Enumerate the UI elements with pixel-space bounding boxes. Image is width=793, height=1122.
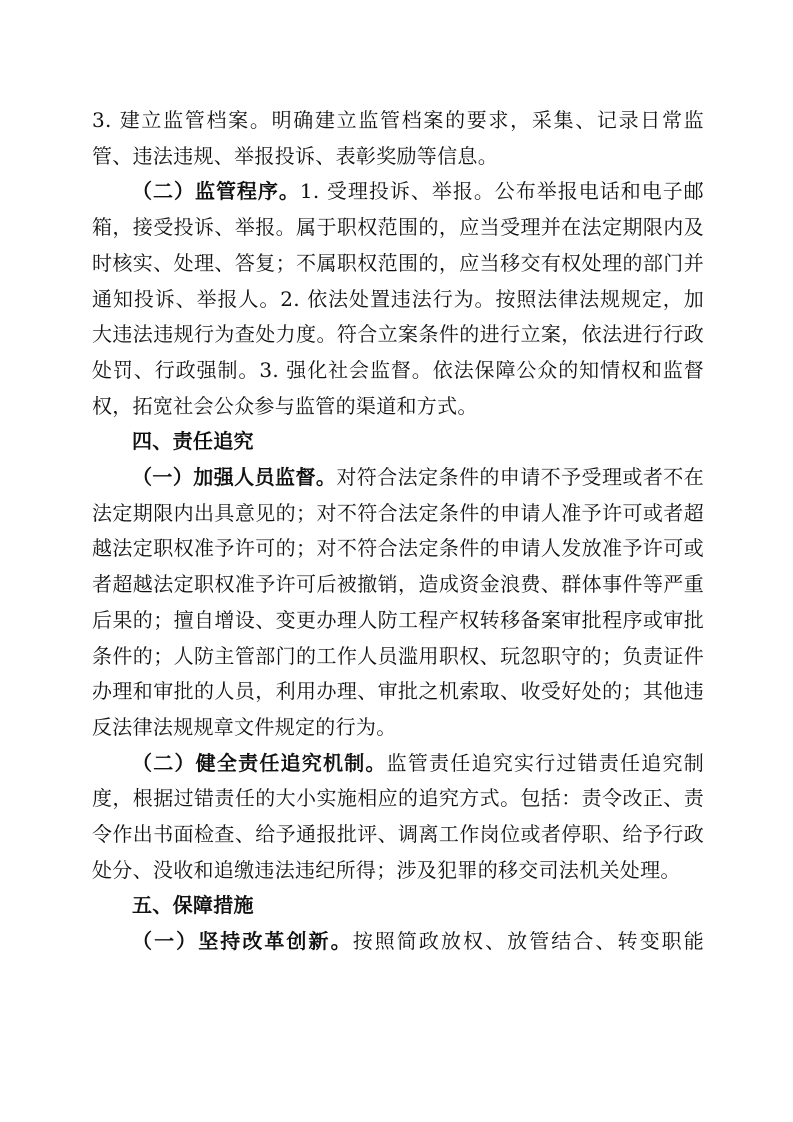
paragraph-procedure — [92, 174, 704, 424]
section-heading-safeguards-text: 五、保障措施 — [132, 893, 254, 918]
paragraph-personnel-supervision — [92, 460, 704, 746]
paragraph-procedure-lead: （二）监管程序。 — [132, 179, 300, 204]
paragraph-reform-innovation-text: 按照简政放权、放管结合、转变职能 — [352, 929, 704, 954]
paragraph-procedure-text: 1. 受理投诉、举报。公布举报电话和电子邮箱，接受投诉、举报。属于职权范围的，应当受理并在法定期限内及时核实、处理、答复；不属职权范围的，应当移交有权处理的部门并通知投诉、举报人。2. 依法处置违法行为。按照法律法规规定，加大违法违规行为查处力度。符合立案条件的进行立案，依法进行行政处罚、行政强制。3. 强化社会监督。依法保障公众的知情权和监督权，拓宽社会公众参与监管的渠道和方式。 — [92, 179, 704, 418]
document-body — [92, 103, 704, 960]
paragraph-archive-text: 3. 建立监管档案。明确建立监管档案的要求，采集、记录日常监管、违法违规、举报投诉、表彰奖励等信息。 — [92, 108, 704, 168]
paragraph-personnel-supervision-text: 对符合法定条件的申请不予受理或者不在法定期限内出具意见的；对不符合法定条件的申请人准予许可或者超越法定职权准予许可的；对不符合法定条件的申请人发放准予许可或者超越法定职权准予许可后被撤销，造成资金浪费、群体事件等严重后果的；擅自增设、变更办理人防工程产权转移备案审批程序或审批条件的；人防主管部门的工作人员滥用职权、玩忽职守的；负责证件办理和审批的人员，利用办理、审批之机索取、收受好处的；其他违反法律法规规章文件规定的行为。 — [92, 465, 705, 739]
paragraph-archive — [92, 103, 704, 174]
section-heading-accountability-text: 四、责任追究 — [132, 429, 254, 454]
paragraph-accountability-mechanism-text: 监管责任追究实行过错责任追究制度，根据过错责任的大小实施相应的追究方式。包括：责令改正、责令作出书面检查、给予通报批评、调离工作岗位或者停职、给予行政处分、没收和追缴违法违纪所得；涉及犯罪的移交司法机关处理。 — [92, 750, 705, 882]
paragraph-personnel-supervision-lead: （一）加强人员监督。 — [132, 465, 337, 490]
paragraph-reform-innovation-lead: （一）坚持改革创新。 — [132, 929, 353, 954]
paragraph-accountability-mechanism — [92, 746, 704, 889]
section-heading-accountability — [92, 424, 704, 460]
paragraph-reform-innovation — [92, 924, 704, 960]
paragraph-accountability-mechanism-lead: （二）健全责任追究机制。 — [132, 750, 387, 775]
section-heading-safeguards — [92, 888, 704, 924]
